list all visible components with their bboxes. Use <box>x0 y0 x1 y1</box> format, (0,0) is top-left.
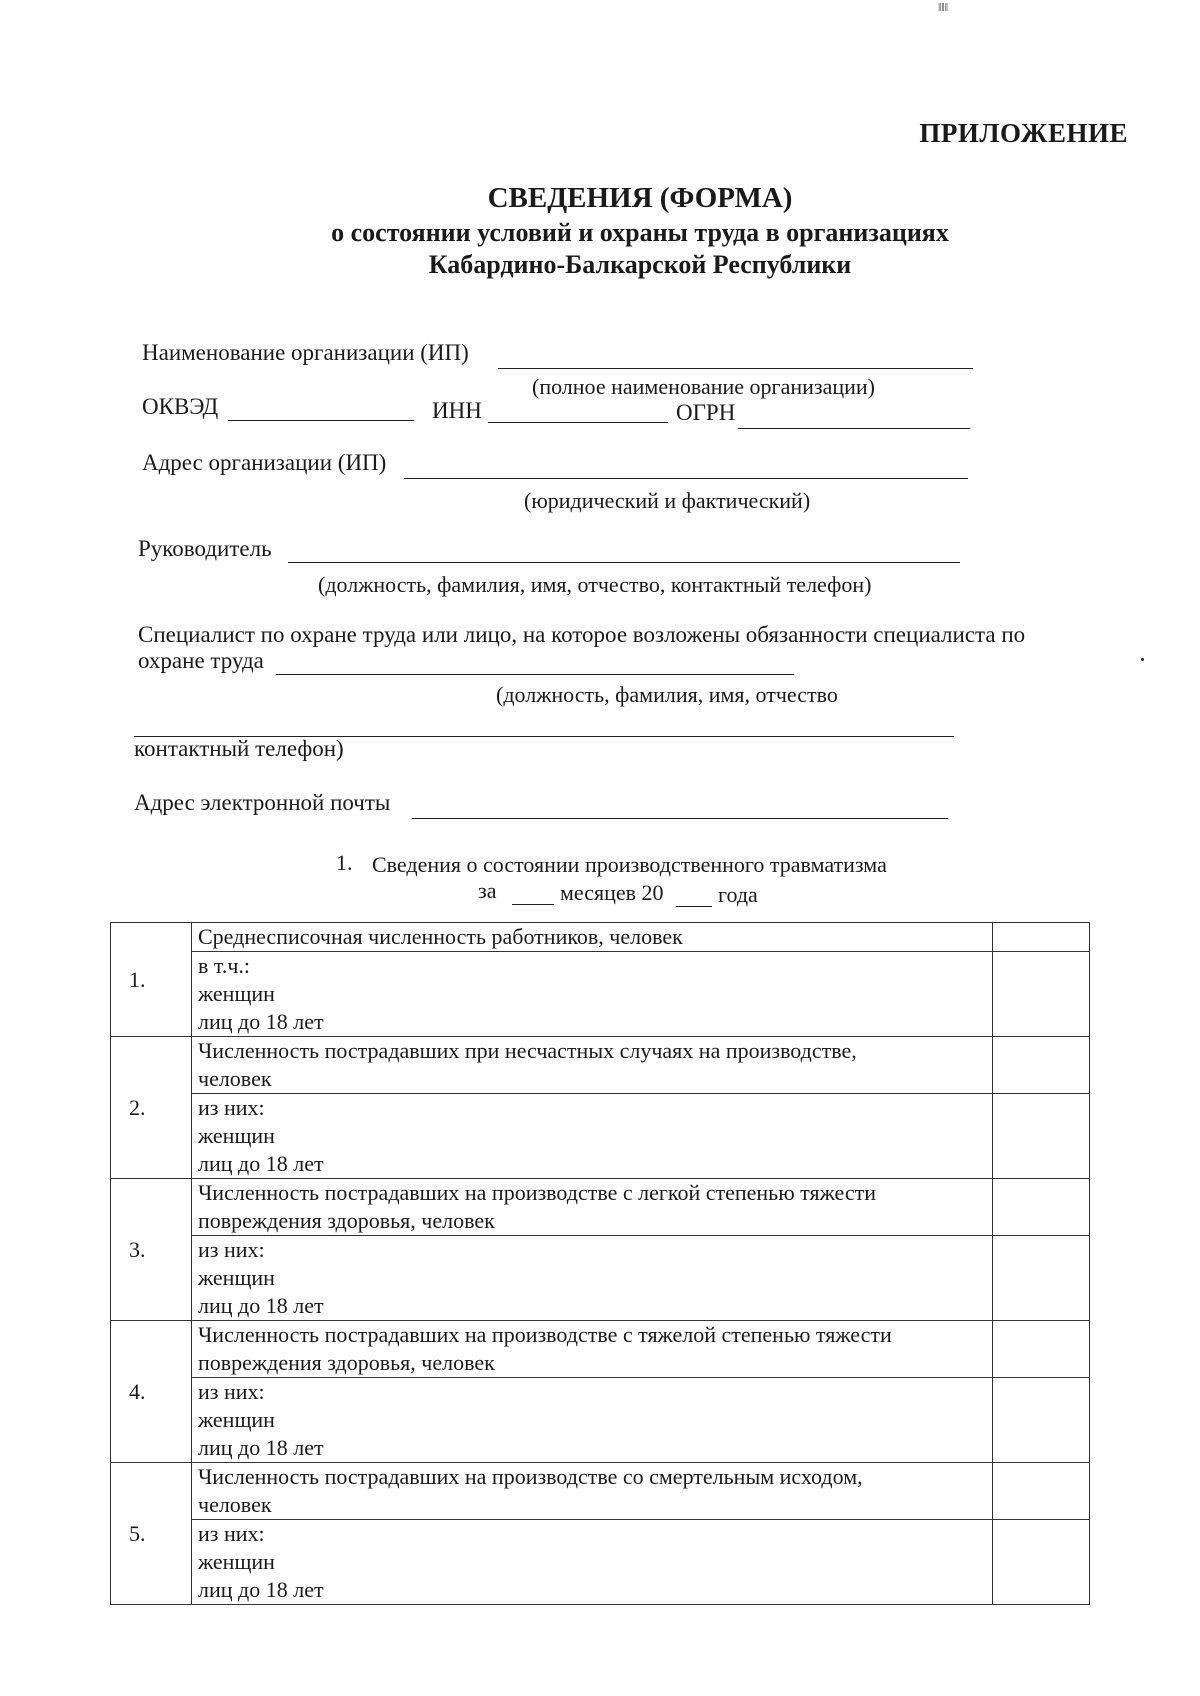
main-label-line: Среднесписочная численность работников, человек <box>198 924 683 949</box>
row-sub-labels <box>192 952 993 1037</box>
email-label: Адрес электронной почты <box>134 790 391 815</box>
sub-label-line: из них: <box>198 1095 265 1120</box>
row-value-cell[interactable] <box>993 1463 1090 1520</box>
form-subtitle-line2: Кабардино-Балкарской Республики <box>428 250 852 279</box>
main-label-line: Численность пострадавших на производстве с легкой степенью тяжести <box>198 1180 876 1205</box>
inn-field[interactable] <box>488 422 668 423</box>
table-subrow <box>111 1094 1090 1179</box>
row-sub-labels <box>192 1094 993 1179</box>
sub-label-line: лиц до 18 лет <box>198 1151 324 1176</box>
sub-value-cell[interactable] <box>993 1236 1090 1321</box>
address-label: Адрес организации (ИП) <box>142 450 387 475</box>
row-number: 2. <box>111 1037 192 1179</box>
sub-label-line: лиц до 18 лет <box>198 1009 324 1034</box>
ogrn-label: ОГРН <box>676 400 736 425</box>
sub-label-line: женщин <box>198 1265 275 1290</box>
org-name-hint: (полное наименование организации) <box>532 374 875 399</box>
head-hint: (должность, фамилия, имя, отчество, контактный телефон) <box>318 572 872 597</box>
main-label-line: человек <box>198 1492 272 1517</box>
sub-label-line: женщин <box>198 1549 275 1574</box>
row-number: 1. <box>111 923 192 1037</box>
head-label: Руководитель <box>138 536 272 561</box>
main-label-line: Численность пострадавших на производстве со смертельным исходом, <box>198 1464 863 1489</box>
main-label-line: Численность пострадавших на производстве с тяжелой степенью тяжести <box>198 1322 892 1347</box>
row-number: 3. <box>111 1179 192 1321</box>
period-prefix: за <box>478 878 497 903</box>
table-row <box>111 923 1090 952</box>
row-value-cell[interactable] <box>993 1321 1090 1378</box>
sub-label-line: из них: <box>198 1237 265 1262</box>
table-subrow <box>111 1236 1090 1321</box>
row-sub-labels <box>192 1378 993 1463</box>
period-months-field[interactable] <box>512 904 554 905</box>
main-label-line: человек <box>198 1066 272 1091</box>
specialist-hint-cont: контактный телефон) <box>134 736 344 761</box>
ogrn-field[interactable] <box>738 428 970 429</box>
period-middle: месяцев 20 <box>560 880 664 905</box>
row-value-cell[interactable] <box>993 1037 1090 1094</box>
specialist-hint: (должность, фамилия, имя, отчество <box>496 682 838 707</box>
main-label-line: повреждения здоровья, человек <box>198 1208 495 1233</box>
sub-value-cell[interactable] <box>993 1520 1090 1605</box>
specialist-label-cont: охране труда <box>138 648 264 673</box>
table-row <box>111 1463 1090 1520</box>
main-label-line: Численность пострадавших при несчастных случаях на производстве, <box>198 1038 857 1063</box>
sub-label-line: женщин <box>198 1407 275 1432</box>
sub-label-line: женщин <box>198 981 275 1006</box>
row-main-label <box>192 1037 993 1094</box>
table-row <box>111 1179 1090 1236</box>
form-title: СВЕДЕНИЯ (ФОРМА) <box>487 182 793 214</box>
table-subrow <box>111 952 1090 1037</box>
table-row <box>111 1321 1090 1378</box>
scan-mark: ‖‖‖ <box>938 0 949 14</box>
injury-table <box>110 922 1090 1605</box>
row-sub-labels <box>192 1236 993 1321</box>
okved-label: ОКВЭД <box>142 394 219 419</box>
sub-label-line: лиц до 18 лет <box>198 1293 324 1318</box>
row-main-label <box>192 923 993 952</box>
row-main-label <box>192 1179 993 1236</box>
sub-label-line: лиц до 18 лет <box>198 1577 324 1602</box>
sub-label-line: из них: <box>198 1379 265 1404</box>
appendix-heading: ПРИЛОЖЕНИЕ <box>919 118 1128 148</box>
row-number: 4. <box>111 1321 192 1463</box>
sub-value-cell[interactable] <box>993 952 1090 1037</box>
row-main-label <box>192 1321 993 1378</box>
row-sub-labels <box>192 1520 993 1605</box>
row-value-cell[interactable] <box>993 1179 1090 1236</box>
main-label-line: повреждения здоровья, человек <box>198 1350 495 1375</box>
row-number: 5. <box>111 1463 192 1605</box>
table-subrow <box>111 1520 1090 1605</box>
section-number: 1. <box>336 850 353 875</box>
sub-label-line: из них: <box>198 1521 265 1546</box>
table-row <box>111 1037 1090 1094</box>
row-main-label <box>192 1463 993 1520</box>
okved-field[interactable] <box>228 420 414 421</box>
email-field[interactable] <box>412 818 948 819</box>
sub-value-cell[interactable] <box>993 1094 1090 1179</box>
sub-label-line: в т.ч.: <box>198 953 251 978</box>
sub-label-line: женщин <box>198 1123 275 1148</box>
table-subrow <box>111 1378 1090 1463</box>
address-field[interactable] <box>404 478 968 479</box>
section-title: Сведения о состоянии производственного травматизма <box>372 852 887 877</box>
head-field[interactable] <box>288 562 960 563</box>
scan-speck <box>1141 658 1144 661</box>
form-subtitle-line1: о состоянии условий и охраны труда в организациях <box>331 218 949 247</box>
org-name-field[interactable] <box>498 368 973 369</box>
inn-label: ИНН <box>432 398 482 423</box>
sub-value-cell[interactable] <box>993 1378 1090 1463</box>
specialist-label: Специалист по охране труда или лицо, на которое возложены обязанности специалиста по <box>138 622 1026 647</box>
row-value-cell[interactable] <box>993 923 1090 952</box>
address-hint: (юридический и фактический) <box>524 488 811 513</box>
period-suffix: года <box>718 882 758 907</box>
org-name-label: Наименование организации (ИП) <box>142 340 469 365</box>
specialist-field[interactable] <box>276 674 794 675</box>
period-year-field[interactable] <box>676 906 712 907</box>
sub-label-line: лиц до 18 лет <box>198 1435 324 1460</box>
